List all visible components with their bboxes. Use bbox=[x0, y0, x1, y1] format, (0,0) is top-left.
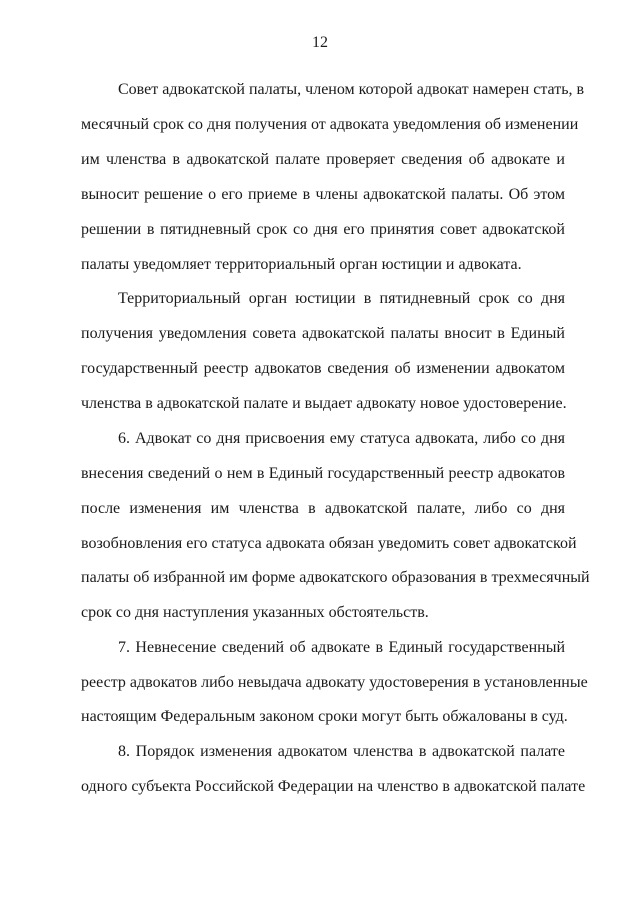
paragraph-1-line-6: палаты уведомляет территориальный орган юстиции и адвоката. bbox=[81, 256, 522, 273]
paragraph-3-line-2: внесения сведений о нем в Единый государственный реестр адвокатов bbox=[81, 465, 565, 482]
paragraph-2-line-3: государственный реестр адвокатов сведения об изменении адвокатом bbox=[81, 360, 565, 377]
page-number: 12 bbox=[312, 34, 328, 51]
paragraph-2-line-2: получения уведомления совета адвокатской палаты вносит в Единый bbox=[81, 325, 565, 342]
paragraph-1-line-4: выносит решение о его приеме в члены адвокатской палаты. Об этом bbox=[81, 186, 565, 203]
paragraph-4-line-3: настоящим Федеральным законом сроки могут быть обжалованы в суд. bbox=[81, 708, 568, 725]
paragraph-3-line-3: после изменения им членства в адвокатской палате, либо со дня bbox=[81, 500, 565, 517]
paragraph-3-line-5: палаты об избранной им форме адвокатского образования в трехмесячный bbox=[81, 569, 590, 586]
paragraph-1-line-1: Совет адвокатской палаты, членом которой адвокат намерен стать, в bbox=[118, 81, 585, 98]
paragraph-1-line-2: месячный срок со дня получения от адвоката уведомления об изменении bbox=[81, 116, 579, 133]
paragraph-1-line-3: им членства в адвокатской палате проверяет сведения об адвокате и bbox=[81, 151, 565, 168]
paragraph-2-line-1: Территориальный орган юстиции в пятидневный срок со дня bbox=[118, 290, 565, 307]
paragraph-5-line-1: 8. Порядок изменения адвокатом членства в адвокатской палате bbox=[118, 743, 565, 760]
paragraph-4-line-1: 7. Невнесение сведений об адвокате в Единый государственный bbox=[118, 639, 565, 656]
paragraph-3-line-4: возобновления его статуса адвоката обязан уведомить совет адвокатской bbox=[81, 535, 577, 552]
paragraph-2-line-4: членства в адвокатской палате и выдает адвокату новое удостоверение. bbox=[81, 395, 567, 412]
paragraph-3-line-6: срок со дня наступления указанных обстоятельств. bbox=[81, 604, 429, 621]
paragraph-5-line-2: одного субъекта Российской Федерации на членство в адвокатской палате bbox=[81, 778, 586, 795]
paragraph-3-line-1: 6. Адвокат со дня присвоения ему статуса адвоката, либо со дня bbox=[118, 430, 565, 447]
paragraph-1-line-5: решении в пятидневный срок со дня его принятия совет адвокатской bbox=[81, 221, 565, 238]
paragraph-4-line-2: реестр адвокатов либо невыдача адвокату удостоверения в установленные bbox=[81, 674, 588, 691]
